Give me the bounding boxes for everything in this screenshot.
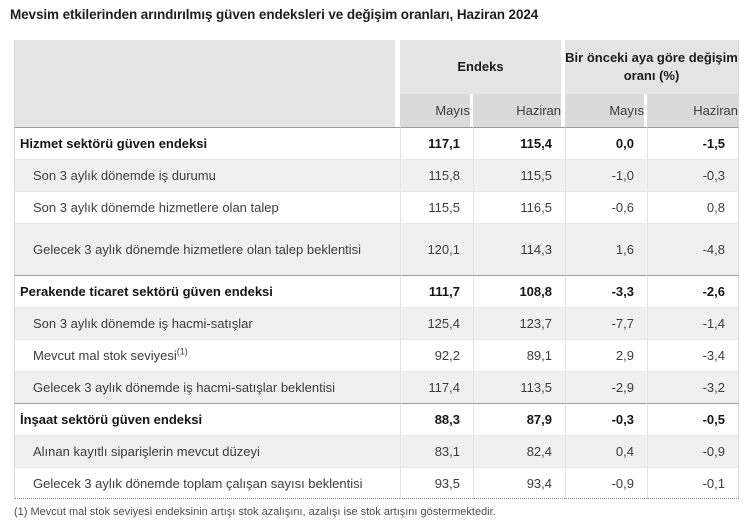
row-label: Gelecek 3 aylık dönemde toplam çalışan sayısı beklentisi [14,467,400,499]
cell-value: -3,3 [565,275,647,307]
column-group-endeks: Endeks [400,40,565,94]
cell-value: 83,1 [400,435,473,467]
cell-value: -1,0 [565,159,647,191]
cell-value: 82,4 [473,435,565,467]
column-header-endeks-haziran: Haziran [473,94,565,127]
table-row-mal-stok-seviyesi [14,339,739,371]
table-header [14,40,739,127]
table-row-calisan-sayisi-beklentisi [14,467,739,499]
table-row-hizmet-sektoru [14,127,739,159]
cell-value: 93,5 [400,467,473,499]
cell-value: 0,0 [565,127,647,159]
table-row-perakende-sektoru [14,275,739,307]
table-row-is-hacmi-satislar [14,307,739,339]
cell-value: 123,7 [473,307,565,339]
page-title: Mevsim etkilerinden arındırılmış güven endeksleri ve değişim oranları, Haziran 2024 [10,7,539,22]
row-label: Perakende ticaret sektörü güven endeksi [14,275,400,307]
row-label [14,339,400,371]
row-label: İnşaat sektörü güven endeksi [14,403,400,435]
cell-value: 2,9 [565,339,647,371]
column-header-endeks-mayis: Mayıs [400,94,473,127]
cell-value: 87,9 [473,403,565,435]
cell-value: 115,5 [473,159,565,191]
cell-value: -4,8 [647,223,739,275]
cell-value: -0,1 [647,467,739,499]
cell-value: 115,8 [400,159,473,191]
cell-value: 88,3 [400,403,473,435]
cell-value: 111,7 [400,275,473,307]
cell-value: 114,3 [473,223,565,275]
header-group-row [14,40,739,94]
row-label: Alınan kayıtlı siparişlerin mevcut düzeyi [14,435,400,467]
cell-value: -2,6 [647,275,739,307]
cell-value: 115,5 [400,191,473,223]
footnote-marker: (1) [176,346,188,357]
cell-value: 89,1 [473,339,565,371]
row-label: Son 3 aylık dönemde iş hacmi-satışlar [14,307,400,339]
cell-value: 117,4 [400,371,473,403]
row-label: Son 3 aylık dönemde iş durumu [14,159,400,191]
cell-value: 125,4 [400,307,473,339]
table-row-kayitli-siparisler [14,435,739,467]
cell-value: -3,2 [647,371,739,403]
table-row-hacmi-satislar-beklentisi [14,371,739,403]
table-row-is-durumu [14,159,739,191]
column-header-degisim-mayis: Mayıs [565,94,647,127]
cell-value: -2,9 [565,371,647,403]
cell-value: 1,6 [565,223,647,275]
cell-value: 108,8 [473,275,565,307]
table-row-insaat-sektoru [14,403,739,435]
row-label-text: Mevcut mal stok seviyesi [33,348,177,363]
row-label: Gelecek 3 aylık dönemde hizmetlere olan talep beklentisi [14,223,400,275]
cell-value: 93,4 [473,467,565,499]
header-label-cell [14,40,400,127]
cell-value: -0,9 [565,467,647,499]
row-label: Gelecek 3 aylık dönemde iş hacmi-satışlar beklentisi [14,371,400,403]
column-header-degisim-haziran: Haziran [647,94,739,127]
table-footnote: (1) Mevcut mal stok seviyesi endeksinin artışı stok azalışını, azalışı ise stok artışını göstermektedir. [14,506,496,518]
cell-value: -0,5 [647,403,739,435]
column-group-degisim-orani: Bir önceki aya göre değişim oranı (%) [565,40,739,94]
row-label: Hizmet sektörü güven endeksi [14,127,400,159]
cell-value: 0,4 [565,435,647,467]
table-body [14,127,739,499]
cell-value: -1,5 [647,127,739,159]
cell-value: -7,7 [565,307,647,339]
table-row-hizmetlere-talep [14,191,739,223]
cell-value: 92,2 [400,339,473,371]
cell-value: -0,6 [565,191,647,223]
cell-value: 116,5 [473,191,565,223]
table-row-talep-beklentisi [14,223,739,275]
cell-value: -3,4 [647,339,739,371]
cell-value: 0,8 [647,191,739,223]
cell-value: -0,3 [565,403,647,435]
confidence-index-table [14,40,739,499]
cell-value: -0,9 [647,435,739,467]
cell-value: -0,3 [647,159,739,191]
cell-value: 113,5 [473,371,565,403]
row-label: Son 3 aylık dönemde hizmetlere olan talep [14,191,400,223]
cell-value: 115,4 [473,127,565,159]
cell-value: 120,1 [400,223,473,275]
cell-value: 117,1 [400,127,473,159]
cell-value: -1,4 [647,307,739,339]
